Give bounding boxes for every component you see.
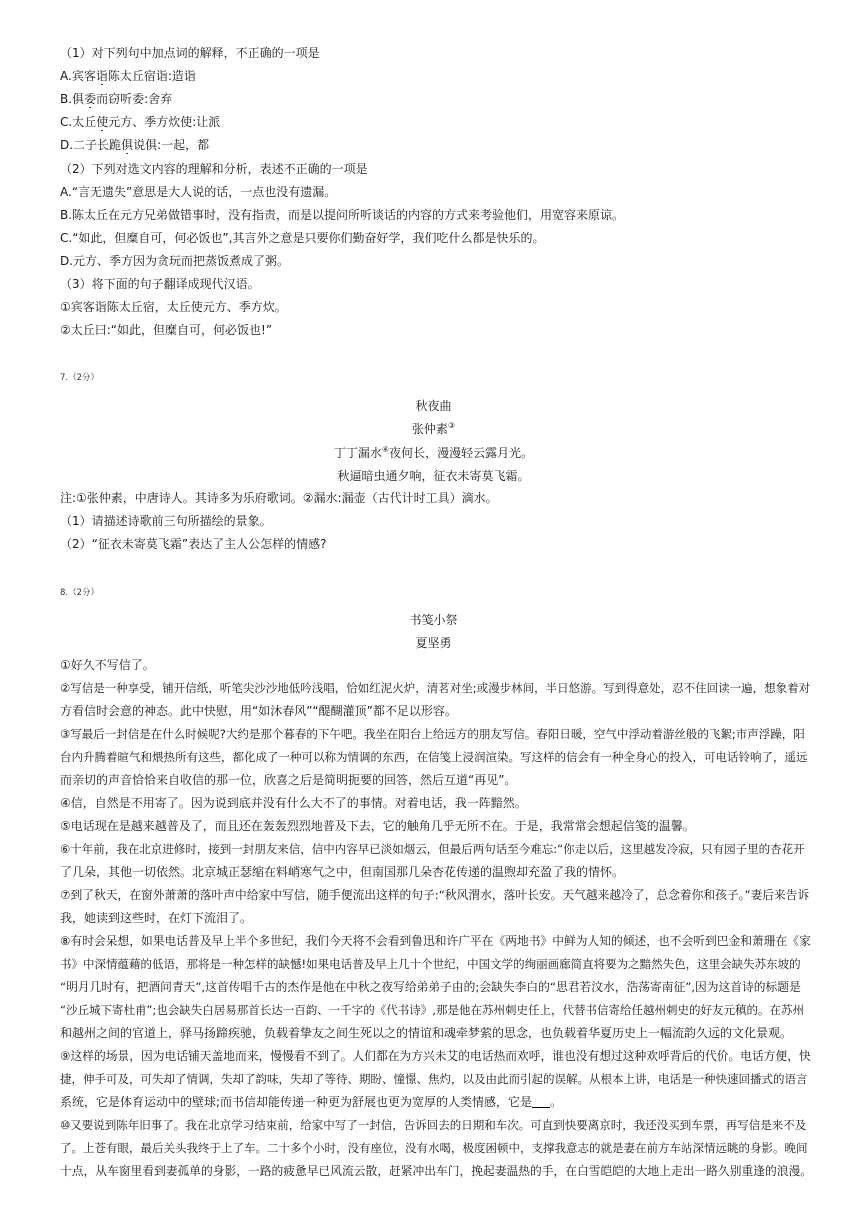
q6-sentence-1: ①宾客诣陈太丘宿，太丘使元方、季方炊。 bbox=[60, 300, 287, 314]
q7-question-2: （2）“征衣未寄莫飞霜”表达了主人公怎样的情感? bbox=[60, 537, 327, 551]
paragraph-6-line-2: 了几朵，其他一切依然。北京城正瑟缩在料峭寒气之中，但南国那几朵杏花传递的温煦却充盈了我的情怀。 bbox=[60, 865, 625, 879]
paragraph-8-line-5: 和越州之间的官道上，驿马扬蹄疾驰，负载着挚友之间生死以之的情谊和魂牵梦萦的思念，也负载着华夏历史上一幅流韵久远的文化景观。 bbox=[60, 1026, 793, 1040]
footnote-marker: ③ bbox=[447, 421, 456, 430]
q7-question-1: （1）请描述诗歌前三句所描绘的景象。 bbox=[60, 514, 272, 528]
paragraph-8-line-3: “明月几时有，把酒问青天”,这首传唱千古的杰作是他在中秋之夜写给弟弟子由的;会缺失李白的“思君若汶水，浩荡寄南征”,因为这首诗的标题是 bbox=[60, 980, 801, 994]
author-name: 张仲素 bbox=[411, 422, 448, 436]
q6-option-a bbox=[60, 67, 812, 85]
option-text: C.太丘 bbox=[60, 115, 97, 129]
footnote-marker: ④ bbox=[381, 445, 390, 454]
paragraph-10-line-2: 了。上苍有眼，最后关头我终于上了车。二十多个小时，没有座位，没有水喝，极度困顿中，支撑我意志的就是妻在前方车站深情远眺的身影。晚间 bbox=[60, 1141, 808, 1155]
option-text: 元方、季方炊使:让派 bbox=[108, 115, 221, 129]
q8-essay-title: 书笺小祭 bbox=[409, 613, 458, 627]
emphasis-dot-word: 委 bbox=[84, 92, 97, 106]
q6-sub2-option-c: C.“如此，但糜自可，何必饭也”,其言外之意是只要你们勤奋好学，我们吃什么都是快乐的。 bbox=[60, 231, 545, 245]
q6-sub2: （2）下列对选文内容的理解和分析，表述不正确的一项是 bbox=[60, 162, 368, 176]
q8-essay-author: 夏坚勇 bbox=[415, 636, 452, 650]
paragraph-7-line-2: 我，她读到这些时，在灯下流泪了。 bbox=[60, 911, 253, 925]
paragraph-10-line-3: 十点，从车窗里看到妻孤单的身影，一路的疲惫早已风流云散，赶紧冲出车门，挽起妻温热的手，在白雪皑皑的大地上走出一路久别重逢的浪漫。 bbox=[60, 1164, 812, 1178]
q7-poem-line-2: 秋逼暗虫通夕响，征衣未寄莫飞霜。 bbox=[337, 469, 530, 483]
option-text: B.俱 bbox=[60, 92, 85, 106]
q7-poem-title: 秋夜曲 bbox=[415, 399, 452, 413]
paragraph-text: 系统，它是体育运动中的壁球;而书信却能传递一种更为舒展也更为宽厚的人类情感，它是 bbox=[60, 1095, 533, 1109]
paragraph-3-line-2: 台内升腾着暄气和煨热所有这些，都化成了一种可以称为情调的东西，在信笺上浸润渲染。写这样的信会有一种全身心的投入，可电话铃响了，遥远 bbox=[60, 750, 808, 764]
option-text: A.宾客 bbox=[60, 69, 96, 83]
q6-sub1: （1）对下列句中加点词的解释，不正确的一项是 bbox=[60, 46, 320, 60]
q7-number: 7.（2分） bbox=[60, 373, 100, 383]
paragraph-3-line-1: ③写最后一封信是在什么时候呢?大约是那个暮春的下午吧。我坐在阳台上给远方的朋友写信。春阳日暖，空气中浮动着游丝般的飞絮;市声浮躁，阳 bbox=[60, 727, 805, 741]
option-text: 而窃听委:舍弃 bbox=[96, 92, 173, 106]
q6-sub3: （3）将下面的句子翻译成现代汉语。 bbox=[60, 277, 260, 291]
paragraph-2-line-2: 方看信时会意的神态。此中快慰，用“如沐春风”“醍醐灌顶”都不足以形容。 bbox=[60, 704, 457, 718]
option-text: 陈太丘宿诣:造诣 bbox=[107, 69, 196, 83]
q7-poem-author bbox=[0, 420, 867, 438]
paragraph-6-line-1: ⑥十年前，我在北京进修时，接到一封朋友来信，信中内容早已淡如烟云，但最后两句话至今难忘:“你走以后，这里越发冷寂，只有园子里的杏花开 bbox=[60, 842, 805, 856]
paragraph-9-line-3 bbox=[60, 1093, 812, 1111]
paragraph-2-line-1: ②写信是一种享受，铺开信纸，听笔尖沙沙地低吟浅唱，恰如红泥火炉，清茗对坐;或漫步林间，半日悠游。写到得意处，忍不住回读一遍，想象着对 bbox=[60, 681, 811, 695]
emphasis-dot-word: 俱 bbox=[121, 138, 134, 152]
emphasis-dot-word: 诣 bbox=[95, 69, 108, 83]
paragraph-8-line-2: 书》中深情蕴藉的低语，那将是一种怎样的缺憾!如果电话普及早上几十个世纪，中国文学的绚丽画廊简直将要为之黯然失色，这里会缺失苏东坡的 bbox=[60, 957, 801, 971]
q6-sub2-option-d: D.元方、季方因为贪玩而把蒸饭煮成了粥。 bbox=[60, 254, 290, 268]
q6-option-d bbox=[60, 136, 812, 154]
paragraph-8-line-4: “沙丘城下寄杜甫”;也会缺失白居易那首长达一百韵、一千字的《代书诗》,那是他在苏州刺史任上，代替书信寄给任越州刺史的好友元稹的。在苏州 bbox=[60, 1003, 804, 1017]
paragraph-5: ⑤电话现在是越来越普及了，而且还在轰轰烈烈地普及下去，它的触角几乎无所不在。于是，我常常会想起信笺的温馨。 bbox=[60, 819, 695, 833]
paragraph-10-line-1: ⑩又要说到陈年旧事了。我在北京学习结束前，给家中写了一封信，告诉回去的日期和车次。可直到快要离京时，我还没买到车票，再写信是来不及 bbox=[60, 1118, 807, 1132]
option-text: D.二子长跪 bbox=[60, 138, 122, 152]
paragraph-4: ④信，自然是不用寄了。因为说到底并没有什么大不了的事情。对着电话，我一阵黯然。 bbox=[60, 796, 527, 810]
paragraph-1: ①好久不写信了。 bbox=[60, 658, 155, 672]
poem-text: 丁丁漏水 bbox=[333, 446, 382, 460]
answer-blank bbox=[532, 1095, 550, 1108]
paragraph-8-line-1: ⑧有时会呆想，如果电话普及早上半个多世纪，我们今天将不会看到鲁迅和许广平在《两地书》中鲜为人知的倾述，也不会听到巴金和萧珊在《家 bbox=[60, 934, 811, 948]
paragraph-3-line-3: 而亲切的声音恰恰来自收信的那一位，欣喜之后是简明扼要的回答，然后互道“再见”。 bbox=[60, 773, 517, 787]
q6-sentence-2: ②太丘曰:“如此，但糜自可，何必饭也!” bbox=[60, 323, 273, 337]
q6-sub2-option-b: B.陈太丘在元方兄弟做错事时，没有指责，而是以提问所听谈话的内容的方式来考验他们，用宽容来原谅。 bbox=[60, 208, 625, 222]
q7-poem-line-1 bbox=[0, 444, 867, 462]
paragraph-9-line-2: 捷，伸手可及，可失却了情调，失却了韵味，失却了等待、期盼、憧憬、焦灼，以及由此而引起的误解。从根本上讲，电话是一种快速回播式的语言 bbox=[60, 1072, 808, 1086]
paragraph-9-line-1: ⑨这样的场景，因为电话铺天盖地而来，慢慢看不到了。人们都在为方兴未艾的电话热而欢呼，谁也没有想过这种欢呼背后的代价。电话方便，快 bbox=[60, 1049, 811, 1063]
paragraph-text: 。 bbox=[550, 1095, 563, 1109]
paragraph-7-line-1: ⑦到了秋天，在窗外萧萧的落叶声中给家中写信，随手便流出这样的句子:“秋风渭水，落叶长安。天气越来越冷了，总念着你和孩子。”妻后来告诉 bbox=[60, 888, 810, 902]
option-text: 说俱:一起，都 bbox=[133, 138, 210, 152]
q6-sub2-option-a: A.“言无遗失”意思是大人说的话，一点也没有遗漏。 bbox=[60, 185, 337, 199]
poem-text: 夜何长，漫漫轻云露月光。 bbox=[389, 446, 534, 460]
emphasis-dot-word: 使 bbox=[96, 115, 109, 129]
q6-option-b bbox=[60, 90, 812, 108]
q8-number: 8.（2分） bbox=[60, 588, 100, 598]
q7-annotation: 注:①张仲素，中唐诗人。其诗多为乐府歌词。②漏水:漏壶（古代计时工具）滴水。 bbox=[60, 491, 498, 505]
q6-option-c bbox=[60, 113, 812, 131]
